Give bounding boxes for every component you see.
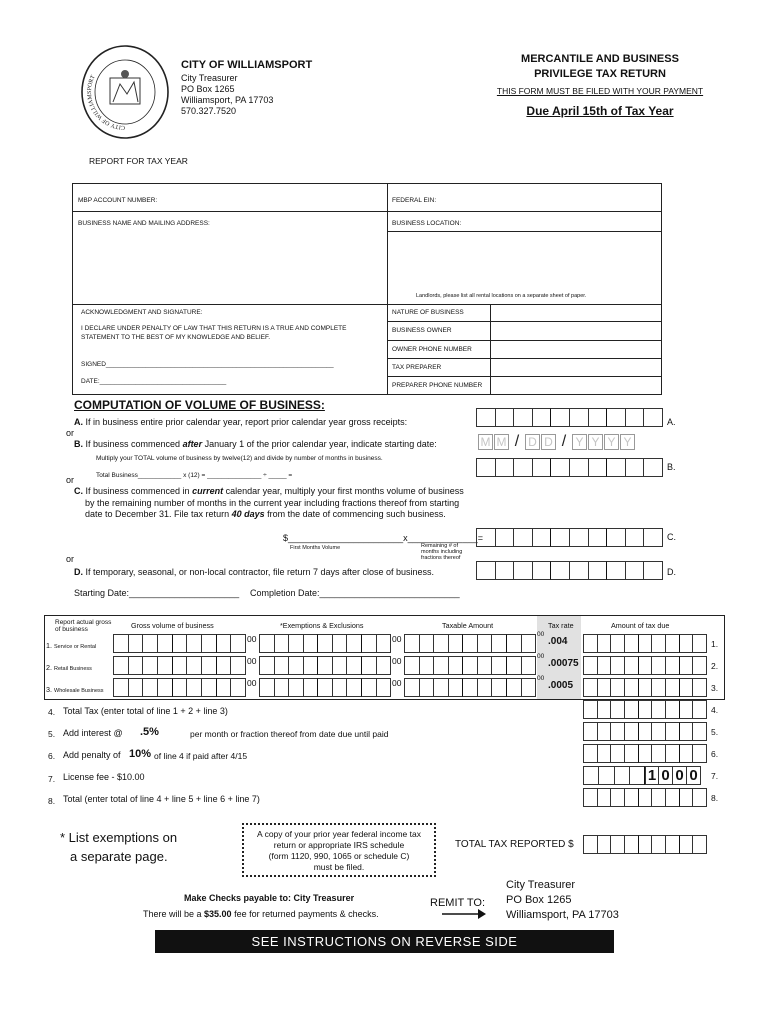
line-number: 5. — [711, 727, 719, 737]
preparer-phone-label: PREPARER PHONE NUMBER — [392, 382, 483, 389]
city-address-line: City Treasurer — [181, 73, 238, 83]
line5-label: Add interest @ — [63, 728, 123, 738]
row-num: 2. — [46, 663, 52, 672]
license-digit: 0 — [659, 766, 673, 785]
cents-label: 00 — [247, 678, 257, 688]
line4-text: Total Tax (enter total of line 1 + 2 + line 3) — [63, 706, 228, 716]
or-label: or — [66, 554, 75, 564]
taxable-input-row1[interactable] — [404, 634, 536, 653]
license-fee-blank — [583, 766, 645, 785]
mbp-account-label: MBP ACCOUNT NUMBER: — [78, 197, 158, 204]
tax-rate-value: .00075 — [548, 658, 579, 669]
option-a-letter: A. — [74, 417, 83, 427]
or-label: or — [66, 475, 75, 485]
cents-label: 00 — [392, 656, 402, 666]
tax-due-row3[interactable] — [583, 678, 707, 697]
line8-text: Total (enter total of line 4 + line 5 + line 6 + line 7) — [63, 794, 260, 804]
interest-rate: .5% — [140, 726, 159, 738]
box-d-letter: D. — [667, 567, 676, 577]
line-number: 3. — [711, 683, 719, 693]
city-phone: 570.327.7520 — [181, 106, 237, 116]
date-line[interactable]: DATE:___________________________________ — [81, 378, 227, 385]
gross-input-row2[interactable] — [113, 656, 246, 675]
report-header-line: Report actual gross — [55, 619, 112, 626]
notice-line: return or appropriate IRS schedule — [273, 840, 405, 850]
row-number — [46, 663, 92, 672]
option-b-formula[interactable]: Total Business____________ x (12) = _______________ ÷ _____ = — [96, 472, 293, 479]
form-title: MERCANTILE AND BUSINESS — [521, 53, 679, 65]
gross-input-row1[interactable] — [113, 634, 246, 653]
option-b-letter: B. — [74, 439, 83, 449]
fee-amount: $35.00 — [204, 909, 232, 919]
option-b-note: Multiply your TOTAL volume of business by twelve(12) and divide by number of months in business. — [96, 455, 383, 462]
date-month-cell: M — [478, 434, 493, 450]
line7-text: License fee - $10.00 — [63, 772, 145, 782]
option-b-text — [74, 439, 437, 449]
checks-payable: Make Checks payable to: City Treasurer — [184, 893, 355, 903]
line-number: 6. — [48, 751, 56, 761]
option-d-letter: D. — [74, 567, 83, 577]
tax-preparer-label: TAX PREPARER — [392, 364, 442, 371]
option-c-line2: by the remaining number of months in the current year including fractions thereof from starting — [85, 498, 460, 508]
option-c-desc: date to December 31. File tax return — [85, 509, 232, 519]
option-c-line3 — [85, 509, 446, 519]
cents-label: 00 — [247, 656, 257, 666]
federal-ein-label: FEDERAL EIN: — [392, 197, 437, 204]
option-d-desc: If temporary, seasonal, or non-local contractor, file return 7 days after close of business. — [85, 567, 435, 577]
amount-box-b[interactable] — [476, 458, 663, 477]
remaining-label-line: fractions thereof — [421, 555, 461, 561]
total-reported-input[interactable] — [583, 835, 707, 854]
option-c-desc: calendar year, multiply your first months volume of business — [223, 486, 464, 496]
notice-line: must be filed. — [313, 862, 365, 872]
grand-total-input[interactable] — [583, 788, 707, 807]
remit-address: City Treasurer — [506, 879, 576, 891]
box-c-letter: C. — [667, 532, 676, 542]
option-c-emphasis: 40 days — [231, 509, 265, 519]
line6-desc: of line 4 if paid after 4/15 — [154, 751, 248, 761]
seal-text: CITY OF WILLIAMSPORT — [87, 74, 126, 131]
declaration-text: I DECLARE UNDER PENALTY OF LAW THAT THIS RETURN IS A TRUE AND COMPLETE — [81, 325, 347, 332]
form-title: PRIVILEGE TAX RETURN — [534, 68, 666, 80]
completion-date-field[interactable]: Completion Date:____________________________ — [250, 588, 460, 598]
penalty-input[interactable] — [583, 744, 707, 763]
license-fee-value — [645, 766, 701, 785]
tax-rate-value: .0005 — [548, 680, 574, 691]
arrow-right-icon — [442, 908, 486, 920]
line-number: 8. — [48, 796, 56, 806]
remit-to-label: REMIT TO: — [430, 897, 486, 909]
option-b-desc: If business commenced — [85, 439, 183, 449]
box-a-letter: A. — [667, 417, 676, 427]
license-digit: 0 — [673, 766, 687, 785]
owner-phone-label: OWNER PHONE NUMBER — [392, 346, 472, 353]
option-a-text — [74, 417, 407, 427]
fee-text: fee for returned payments & checks. — [231, 909, 379, 919]
taxable-input-row3[interactable] — [404, 678, 536, 697]
date-day-cell: D — [541, 434, 556, 450]
total-tax-input[interactable] — [583, 700, 707, 719]
option-c-text — [74, 486, 464, 496]
option-b-emphasis: after — [182, 439, 203, 449]
tax-rate-value: .004 — [548, 636, 568, 647]
remit-address: PO Box 1265 — [506, 894, 572, 906]
amount-box-a[interactable] — [476, 408, 663, 427]
gross-input-row3[interactable] — [113, 678, 246, 697]
date-year-cell: Y — [572, 434, 587, 450]
line-number: 2. — [711, 661, 719, 671]
option-b-desc: January 1 of the prior calendar year, indicate starting date: — [202, 439, 437, 449]
line-number: 6. — [711, 749, 719, 759]
rate-header: Tax rate — [548, 621, 574, 630]
row-number — [46, 685, 104, 694]
business-name-label: BUSINESS NAME AND MAILING ADDRESS: — [78, 220, 210, 227]
remaining-months-label — [421, 543, 462, 561]
line-number: 4. — [48, 707, 56, 717]
taxable-header: Taxable Amount — [442, 621, 494, 630]
interest-input[interactable] — [583, 722, 707, 741]
option-c-emphasis: current — [192, 486, 224, 496]
date-year-cell: Y — [604, 434, 619, 450]
row-label: Retail Business — [54, 666, 92, 672]
option-d-text — [74, 567, 434, 577]
line-number: 7. — [711, 771, 719, 781]
license-digit: 0 — [687, 766, 701, 785]
box-b-letter: B. — [667, 462, 676, 472]
cents-label: 00 — [392, 678, 402, 688]
exemptions-note: a separate page. — [70, 849, 168, 864]
gross-header: Gross volume of business — [131, 621, 214, 630]
date-year-cell: Y — [620, 434, 635, 450]
remit-address: Williamsport, PA 17703 — [506, 909, 619, 921]
line-number: 4. — [711, 705, 719, 715]
remaining-label-line: months including — [421, 549, 463, 555]
business-owner-label: BUSINESS OWNER — [392, 327, 452, 334]
start-date-input[interactable] — [478, 434, 636, 450]
nature-of-business-label: NATURE OF BUSINESS — [392, 309, 464, 316]
computation-heading: COMPUTATION OF VOLUME OF BUSINESS: — [74, 398, 325, 412]
ack-label: ACKNOWLEDGMENT AND SIGNATURE: — [81, 309, 203, 316]
line-number: 7. — [48, 774, 56, 784]
due-date: Due April 15th of Tax Year — [526, 104, 674, 118]
date-slash: / — [514, 433, 520, 450]
line5-desc: per month or fraction thereof from date due until paid — [190, 729, 389, 739]
city-name: CITY OF WILLIAMSPORT — [181, 59, 313, 71]
report-header-line: of business — [55, 626, 88, 633]
taxable-input-row2[interactable] — [404, 656, 536, 675]
row-num: 1. — [46, 641, 52, 650]
due-header: Amount of tax due — [611, 621, 670, 630]
total-reported-label: TOTAL TAX REPORTED $ — [455, 839, 574, 850]
row-label: Wholesale Business — [54, 688, 104, 694]
returned-fee-note — [143, 909, 379, 919]
starting-date-field[interactable]: Starting Date:______________________ — [74, 588, 240, 598]
filing-notice: THIS FORM MUST BE FILED WITH YOUR PAYMENT — [496, 86, 704, 96]
or-label: or — [66, 428, 75, 438]
city-seal-logo — [80, 44, 170, 140]
option-c-formula[interactable]: $_______________________x______________= — [283, 533, 483, 543]
instructions-banner: SEE INSTRUCTIONS ON REVERSE SIDE — [155, 930, 614, 953]
line-number: 5. — [48, 729, 56, 739]
option-c-desc: from the date of commencing such business. — [264, 509, 446, 519]
fee-text: There will be a — [143, 909, 205, 919]
cents-label: 00 — [537, 631, 545, 638]
cents-label: 00 — [392, 634, 402, 644]
declaration-text: STATEMENT TO THE BEST OF MY KNOWLEDGE AND BELIEF. — [81, 334, 271, 341]
exempt-input-row1[interactable] — [259, 634, 391, 653]
report-tax-year-label: REPORT FOR TAX YEAR — [89, 156, 188, 166]
row-label: Service or Rental — [54, 644, 97, 650]
line-number: 8. — [711, 793, 719, 803]
amount-box-c[interactable] — [476, 528, 663, 547]
exemptions-note: * List exemptions on — [60, 830, 178, 845]
landlord-note: Landlords, please list all rental locations on a separate sheet of paper. — [416, 293, 587, 299]
line-number: 1. — [711, 639, 719, 649]
exemptions-header: *Exemptions & Exclusions — [280, 621, 364, 630]
exempt-input-row2[interactable] — [259, 656, 391, 675]
date-year-cell: Y — [588, 434, 603, 450]
amount-box-d[interactable] — [476, 561, 663, 580]
row-num: 3. — [46, 685, 52, 694]
first-months-label: First Months Volume — [290, 545, 341, 551]
city-address-line: PO Box 1265 — [181, 84, 235, 94]
option-c-desc: If business commenced in — [85, 486, 193, 496]
business-location-label: BUSINESS LOCATION: — [392, 220, 462, 227]
row-number — [46, 641, 96, 650]
city-address-line: Williamsport, PA 17703 — [181, 95, 274, 105]
notice-line: A copy of your prior year federal income tax — [257, 829, 421, 839]
notice-line: (form 1120, 990, 1065 or schedule C) — [268, 851, 410, 861]
license-digit: 1 — [645, 766, 659, 785]
option-a-desc: If in business entire prior calendar year, report prior calendar year gross receipts: — [85, 417, 408, 427]
exempt-input-row3[interactable] — [259, 678, 391, 697]
report-header — [55, 619, 111, 633]
option-c-letter: C. — [74, 486, 83, 496]
tax-due-row2[interactable] — [583, 656, 707, 675]
cents-label: 00 — [247, 634, 257, 644]
remaining-label-line: Remaining # of — [421, 543, 458, 549]
cents-label: 00 — [537, 653, 545, 660]
penalty-rate: 10% — [129, 748, 152, 760]
signature-line[interactable]: SIGNED_______________________________________________________________ — [81, 361, 334, 368]
date-day-cell: D — [525, 434, 540, 450]
cents-label: 00 — [537, 675, 545, 682]
date-slash: / — [561, 433, 567, 450]
date-month-cell: M — [494, 434, 509, 450]
tax-due-row1[interactable] — [583, 634, 707, 653]
line6-label: Add penalty of — [63, 750, 121, 760]
